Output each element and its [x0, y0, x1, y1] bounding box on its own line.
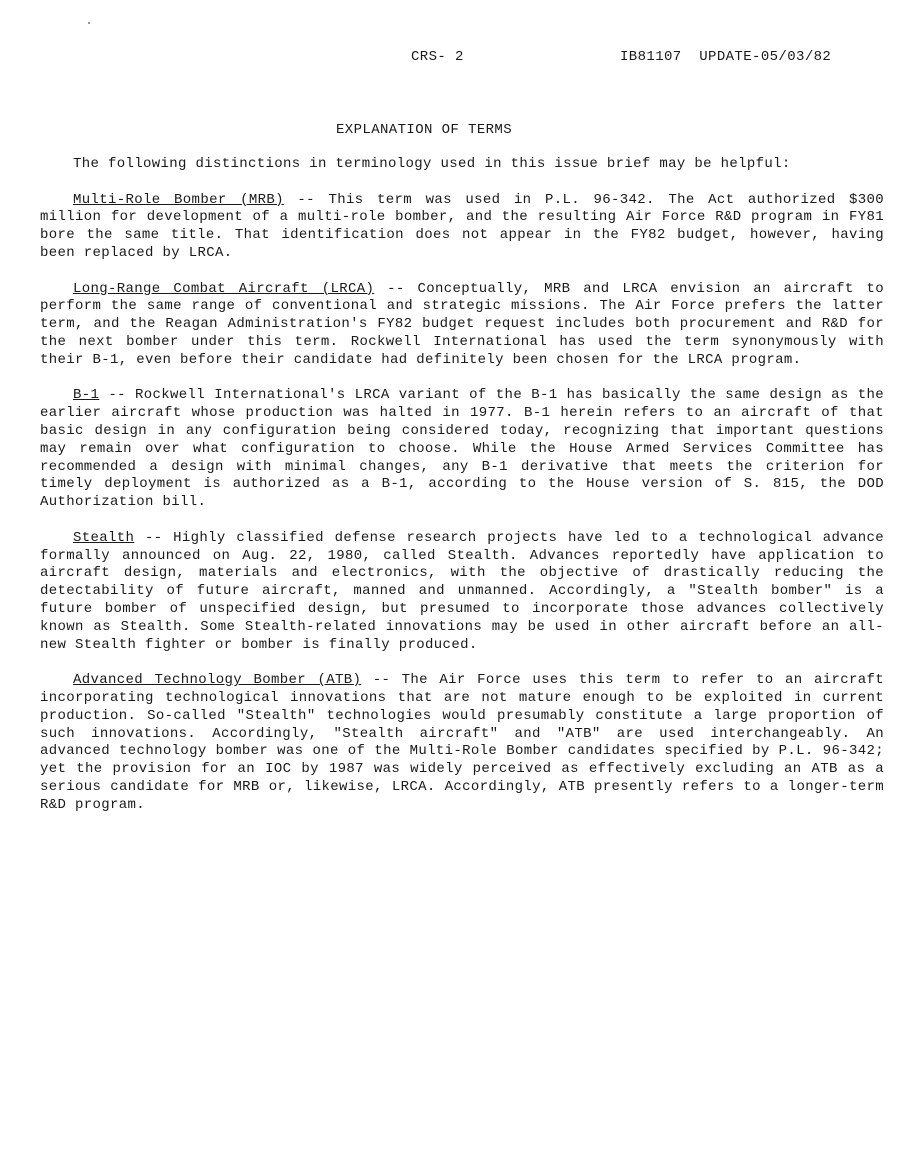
- definition-stealth: -- Highly classified defense research projects have led to a technological advance formally announced on Aug. 22, 1980, called Stealth. Advances reportedly have application to aircraft design, materials and electronics, with the objective of drastically reducing the detectability of future aircraft, manned and unmanned. Accordingly, a "Stealth bomber" is a future bomber of unspecified design, but presumed to incorporate those advances collectively known as Stealth. Some Stealth-related innovations may be used in other aircraft before an all-new Stealth fighter or bomber is finally produced.: [40, 529, 884, 653]
- definition-b1: -- Rockwell International's LRCA variant of the B-1 has basically the same design as the earlier aircraft whose production was halted in 1977. B-1 herein refers to an aircraft of that basic design in any configuration being considered today, recognizing that important questions may remain over what configuration to choose. While the House Armed Services Committee has recommended a design with minimal changes, any B-1 derivative that meets the criterion for timely deployment is authorized as a B-1, according to the House version of S. 815, the DOD Authorization bill.: [40, 387, 884, 511]
- definition-atb: -- The Air Force uses this term to refer to an aircraft incorporating technological innovations that are not mature enough to be exploited in current production. So-called "Stealth" technologies would presumably constitute a large proportion of such innovations. Accordingly, "Stealth aircraft" and "ATB" are used interchangeably. An advanced technology bomber was one of the Multi-Role Bomber candidates specified by P.L. 96-342; yet the provision for an IOC by 1987 was widely perceived as effectively excluding an ATB as a serious candidate for MRB or, likewise, LRCA. Accordingly, ATB presently refers to a longer-term R&D program.: [40, 672, 884, 813]
- intro-paragraph: The following distinctions in terminology used in this issue brief may be helpful:: [73, 156, 791, 172]
- page-number-header: CRS- 2: [411, 49, 464, 65]
- term-stealth: Stealth: [73, 529, 135, 546]
- term-atb: Advanced Technology Bomber (ATB): [73, 672, 362, 689]
- paragraph-mrb: [40, 192, 884, 263]
- document-id-header: IB81107 UPDATE-05/03/82: [620, 49, 832, 65]
- paragraph-b1: [40, 387, 884, 512]
- term-b1: B-1: [73, 387, 100, 404]
- paragraph-lrca: [40, 281, 884, 370]
- page-title: EXPLANATION OF TERMS: [336, 122, 513, 138]
- paragraph-atb: [40, 672, 884, 814]
- term-lrca: Long-Range Combat Aircraft (LRCA): [73, 280, 375, 297]
- body-text: [40, 156, 884, 832]
- definition-mrb: -- This term was used in P.L. 96-342. The Act authorized $300 million for development of a multi-role bomber, and the resulting Air Force R&D program in FY81 bore the same title. That identification does not appear in the FY82 budget, however, having been replaced by LRCA.: [40, 191, 884, 261]
- definition-lrca: -- Conceptually, MRB and LRCA envision an aircraft to perform the same range of conventional and strategic missions. The Air Force prefers the latter term, and the Reagan Administration's FY82 budget request includes both procurement and R&D for the next bomber under this term. Rockwell International has used the term synonymously with their B-1, even before their candidate had definitely been chosen for the LRCA program.: [40, 280, 884, 368]
- paragraph-stealth: [40, 530, 884, 655]
- scan-speck: [88, 22, 90, 24]
- term-mrb: Multi-Role Bomber (MRB): [73, 191, 284, 208]
